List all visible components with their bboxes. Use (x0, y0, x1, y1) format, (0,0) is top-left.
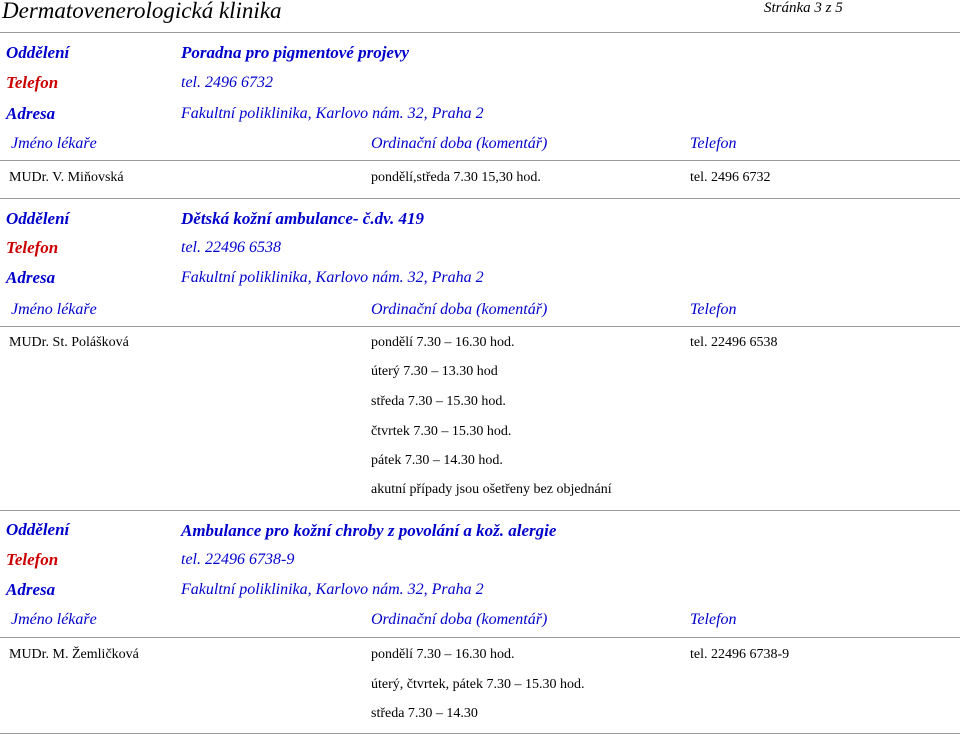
department-name: Dětská kožní ambulance- č.dv. 419 (181, 209, 425, 228)
office-hours-line: středa 7.30 – 15.30 hod. (371, 394, 506, 409)
doctor-column-header: Jméno lékaře (11, 611, 97, 628)
header-divider (0, 32, 960, 33)
office-hours-line: úterý 7.30 – 13.30 hod (371, 364, 498, 379)
department-phone: tel. 22496 6538 (181, 239, 281, 256)
office-hours-line: pondělí 7.30 – 16.30 hod. (371, 647, 515, 662)
page-title: Dermatovenerologická klinika (2, 0, 282, 23)
hours-column-header: Ordinační doba (komentář) (371, 611, 548, 628)
office-hours-line: pondělí 7.30 – 16.30 hod. (371, 335, 515, 350)
section-divider (0, 510, 960, 511)
address-label: Adresa (6, 268, 56, 287)
address-label: Adresa (6, 580, 56, 599)
doctor-phone: tel. 22496 6538 (690, 335, 778, 350)
section-divider (0, 198, 960, 199)
doctor-name: MUDr. V. Miňovská (9, 170, 124, 185)
department-address: Fakultní poliklinika, Karlovo nám. 32, Praha 2 (181, 269, 484, 286)
phone-column-header: Telefon (690, 301, 737, 318)
office-hours-line: středa 7.30 – 14.30 (371, 706, 478, 721)
office-hours-line: čtvrtek 7.30 – 15.30 hod. (371, 424, 512, 439)
phone-label: Telefon (6, 73, 59, 92)
phone-column-header: Telefon (690, 611, 737, 628)
hours-column-header: Ordinační doba (komentář) (371, 301, 548, 318)
doctor-column-header: Jméno lékaře (11, 301, 97, 318)
department-label: Oddělení (6, 43, 70, 62)
office-hours-line: pátek 7.30 – 14.30 hod. (371, 453, 503, 468)
phone-label: Telefon (6, 238, 59, 257)
office-hours-line: úterý, čtvrtek, pátek 7.30 – 15.30 hod. (371, 677, 585, 692)
address-label: Adresa (6, 104, 56, 123)
department-name: Ambulance pro kožní chroby z povolání a kož. alergie (181, 521, 557, 540)
page-number: Stránka 3 z 5 (764, 0, 843, 16)
department-label: Oddělení (6, 520, 70, 539)
office-hours-line: pondělí,středa 7.30 15,30 hod. (371, 170, 541, 185)
department-phone: tel. 22496 6738-9 (181, 551, 295, 568)
phone-label: Telefon (6, 550, 59, 569)
hours-column-header: Ordinační doba (komentář) (371, 135, 548, 152)
table-header-divider (0, 160, 960, 161)
phone-column-header: Telefon (690, 135, 737, 152)
doctor-column-header: Jméno lékaře (11, 135, 97, 152)
department-address: Fakultní poliklinika, Karlovo nám. 32, Praha 2 (181, 105, 484, 122)
table-header-divider (0, 326, 960, 327)
department-address: Fakultní poliklinika, Karlovo nám. 32, Praha 2 (181, 581, 484, 598)
doctor-name: MUDr. St. Polášková (9, 335, 129, 350)
section-divider (0, 733, 960, 734)
doctor-phone: tel. 22496 6738-9 (690, 647, 790, 662)
table-header-divider (0, 637, 960, 638)
department-phone: tel. 2496 6732 (181, 74, 273, 91)
department-label: Oddělení (6, 209, 70, 228)
department-name: Poradna pro pigmentové projevy (181, 43, 410, 62)
doctor-phone: tel. 2496 6732 (690, 170, 771, 185)
doctor-name: MUDr. M. Žemličková (9, 647, 139, 662)
office-hours-note: akutní případy jsou ošetřeny bez objednání (371, 482, 612, 497)
